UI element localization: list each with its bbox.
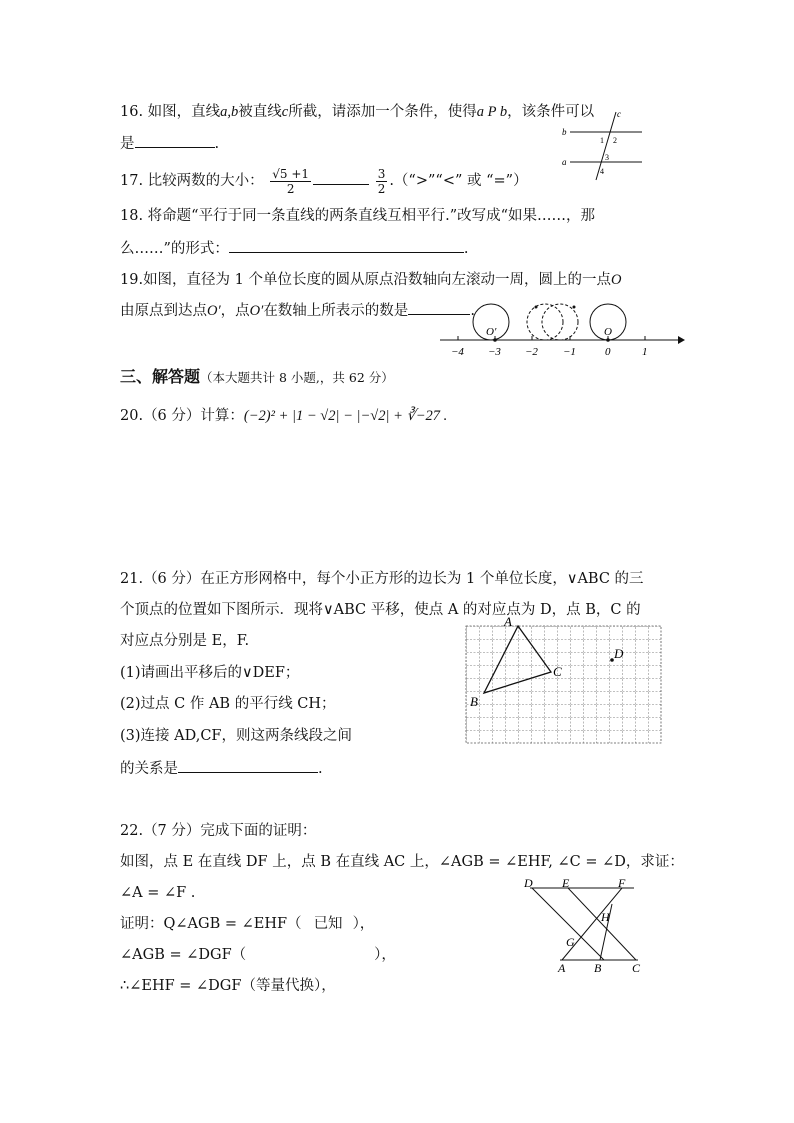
frac1-denominator: 2 (286, 181, 295, 196)
label-a: A (504, 614, 512, 629)
label-b: B (594, 961, 602, 975)
q16-number: 16. (120, 104, 144, 120)
label-f: F (618, 876, 626, 890)
frac2-denominator: 2 (377, 181, 386, 196)
q19-number: 19. (120, 272, 144, 288)
q21-line2 (120, 600, 641, 620)
q16-text: 如图，直线 (147, 104, 221, 120)
q19-line1 (120, 270, 622, 290)
q22-text: ∠AGB = ∠DGF（ (120, 947, 247, 963)
q16-line2 (120, 133, 219, 154)
label-c: C (632, 961, 641, 975)
label-a: a (562, 157, 567, 167)
q16-line1 (120, 102, 594, 122)
q18-line2 (120, 238, 469, 259)
q22-figure (520, 876, 650, 976)
circle-dashed-2 (542, 304, 578, 340)
q16-text: 是 (120, 136, 135, 152)
q21-grid-figure (466, 614, 662, 744)
q16-text: . (214, 136, 220, 152)
q22-reason-given: 已知 (313, 916, 343, 932)
q21-number: 21. (120, 571, 144, 587)
q20-line (120, 406, 447, 426)
q18-text: 将命题“平行于同一条直线的两条直线互相平行.”改写成“如果……，那 (147, 208, 596, 224)
label-g: G (566, 935, 575, 949)
q17-answer-blank[interactable] (313, 170, 369, 185)
point-o-prime (493, 338, 497, 342)
q17-fraction-2 (376, 167, 388, 196)
q19-text: ，点 (220, 303, 250, 319)
q18-text: 么……”的形式： (120, 241, 229, 257)
q22-line2 (120, 852, 684, 872)
q22-text: 如图，点 E 在直线 DF 上，点 B 在直线 AC 上，∠AGB = ∠EHF, ∠C = ∠D，求证： (120, 854, 684, 870)
q21-line3 (120, 631, 249, 651)
q19-var: O′ (207, 303, 221, 319)
tick-label: −4 (451, 346, 464, 358)
frac1-numerator: √5 +1 (272, 166, 310, 181)
angle-3: 3 (605, 153, 609, 162)
tick-label: −1 (563, 346, 576, 358)
q21-item3 (120, 726, 352, 746)
q22-text: （7 分）完成下面的证明： (143, 823, 317, 839)
q21-item2 (120, 694, 336, 714)
line-dc (532, 888, 604, 960)
q21-text: 个顶点的位置如下图所示．现将∨ABC 平移，使点 A 的对应点为 D，点 B，C 的 (120, 602, 641, 618)
label-b: B (470, 694, 478, 709)
q22-line1 (120, 821, 316, 841)
q22-text: ∠A = ∠F . (120, 885, 196, 901)
frac2-numerator: 3 (377, 166, 386, 181)
angle-1: 1 (600, 136, 604, 145)
q18-text: . (463, 241, 469, 257)
q19-number-line-figure (440, 296, 685, 361)
section-heading: 三、解答题 (120, 367, 201, 386)
q21-item1 (120, 663, 299, 683)
q21-answer-blank[interactable] (178, 758, 318, 773)
label-o-prime: O′ (486, 326, 497, 338)
label-d: D (614, 646, 624, 661)
line-c (596, 112, 616, 180)
q22-line3 (120, 883, 195, 903)
q22-text: 证明：Q∠AGB = ∠EHF（ (120, 916, 302, 932)
q16-var: a,b (220, 104, 239, 120)
label-a: A (558, 961, 566, 975)
q21-text: 的关系是 (120, 761, 178, 777)
q16-text: ，该条件可以 (507, 104, 595, 120)
q19-text: 如图，直径为 1 个单位长度的圆从原点沿数轴向左滚动一周，圆上的一点 (143, 272, 612, 288)
q21-item3b (120, 758, 323, 779)
label-b: b (562, 127, 567, 137)
q20-expression: (−2)² + |1 − √2| − |−√2| + ∛−27 . (243, 408, 448, 424)
line-fa (562, 888, 622, 960)
tick-label: 1 (642, 346, 648, 358)
q22-text: ）， (352, 916, 375, 932)
q21-text: . (318, 761, 323, 777)
q18-line1 (120, 206, 595, 226)
q22-text: ）， (374, 947, 396, 963)
angle-4: 4 (600, 167, 604, 176)
q17-fraction-1 (270, 167, 311, 196)
q17-line (120, 166, 528, 196)
point-on-circle (573, 306, 576, 309)
q22-number: 22. (120, 823, 144, 839)
circle-dashed-1 (527, 304, 563, 340)
label-o: O (604, 326, 612, 338)
q18-answer-blank[interactable] (229, 238, 464, 253)
q19-text: 在数轴上所表示的数是 (263, 303, 409, 319)
label-c: C (553, 664, 562, 679)
tick-label: −3 (488, 346, 501, 358)
q16-figure (560, 110, 650, 185)
q21-text: 对应点分别是 E，F. (120, 633, 250, 649)
q19-text: . (470, 303, 475, 319)
axis-arrow-icon (678, 336, 685, 344)
q18-number: 18. (120, 208, 144, 224)
q21-text: （6 分）在正方形网格中，每个小正方形的边长为 1 个单位长度，∨ABC 的三 (143, 571, 644, 587)
q21-text: (3)连接 AD,CF，则这两条线段之间 (120, 728, 352, 744)
tick-label: 0 (605, 346, 611, 358)
q19-line2 (120, 300, 475, 321)
q17-text: 比较两数的大小： (147, 173, 264, 189)
q16-var: a P b (476, 104, 508, 120)
q20-number: 20. (120, 408, 144, 424)
tick-labels (451, 346, 648, 358)
q19-var: O′ (249, 303, 264, 319)
q19-var: O (611, 272, 622, 288)
q17-number: 17. (120, 173, 144, 189)
section-note: （本大题共计 8 小题,，共 62 分） (200, 370, 394, 385)
q22-text: ∴∠EHF = ∠DGF（等量代换）， (120, 978, 336, 994)
square-grid (466, 626, 661, 743)
q20-text: （6 分）计算： (143, 408, 244, 424)
label-d: D (524, 876, 533, 890)
q22-proof2 (120, 945, 396, 965)
label-e: E (562, 876, 570, 890)
q16-text: 所截，请添加一个条件，使得 (288, 104, 477, 120)
q21-text: (1)请画出平移后的∨DEF； (120, 665, 300, 681)
q16-answer-blank[interactable] (135, 133, 215, 148)
q21-line1 (120, 569, 644, 589)
q22-proof1 (120, 914, 374, 934)
q22-proof3 (120, 976, 336, 996)
point-o (606, 338, 610, 342)
label-c: c (617, 109, 621, 119)
q21-text: (2)过点 C 作 AB 的平行线 CH； (120, 696, 336, 712)
q17-hint: .（“>”“<” 或 “=”） (389, 173, 528, 189)
q19-text: 由原点到达点 (120, 303, 207, 319)
q16-text: 被直线 (238, 104, 282, 120)
angle-2: 2 (613, 136, 617, 145)
section-title (120, 367, 394, 388)
tick-label: −2 (525, 346, 538, 358)
q16-var: c (281, 104, 289, 120)
point-on-circle (535, 306, 538, 309)
label-h: H (601, 910, 610, 924)
